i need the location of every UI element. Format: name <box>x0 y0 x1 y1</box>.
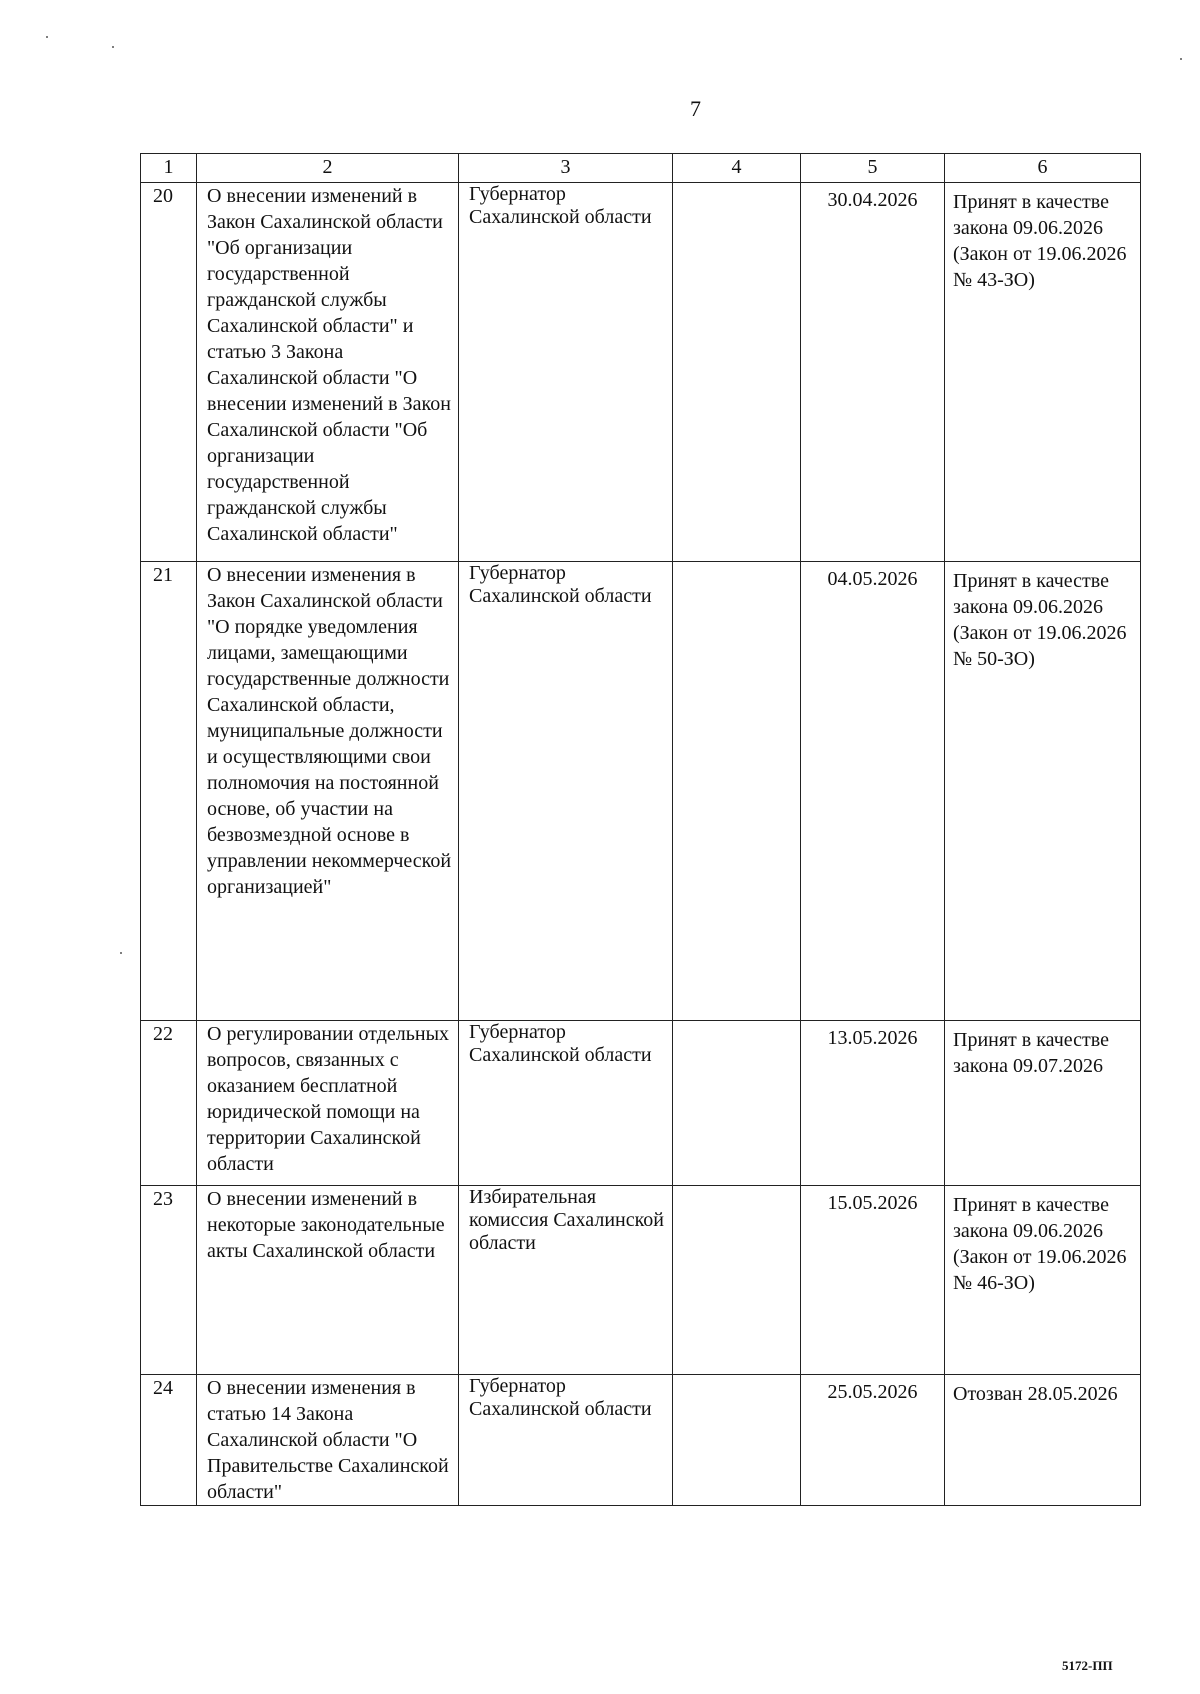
bill-title: О внесении изменения в статью 14 Закона Сахалинской области "О Правительстве Сахалинской области" <box>197 1375 459 1506</box>
header-cell: 5 <box>801 154 945 183</box>
scan-speck <box>120 952 122 954</box>
scan-speck <box>112 46 114 48</box>
submission-date: 04.05.2026 <box>801 562 945 1021</box>
header-cell: 1 <box>141 154 197 183</box>
table-row <box>141 1021 1141 1186</box>
submission-date: 30.04.2026 <box>801 183 945 562</box>
scan-speck <box>1180 58 1182 60</box>
row-number: 21 <box>141 562 197 1021</box>
table-row <box>141 1375 1141 1506</box>
header-cell: 6 <box>945 154 1141 183</box>
empty-cell <box>673 183 801 562</box>
scan-speck <box>46 36 48 38</box>
table-row <box>141 562 1141 1021</box>
table-row <box>141 183 1141 562</box>
empty-cell <box>673 562 801 1021</box>
row-number: 24 <box>141 1375 197 1506</box>
row-number: 22 <box>141 1021 197 1186</box>
header-cell: 3 <box>459 154 673 183</box>
submission-date: 15.05.2026 <box>801 1186 945 1375</box>
bill-author: Губернатор Сахалинской области <box>459 1375 673 1506</box>
document-code: 5172-ПП <box>1062 1658 1113 1673</box>
bill-title: О внесении изменений в некоторые законодательные акты Сахалинской области <box>197 1186 459 1375</box>
bill-status: Принят в качестве закона 09.06.2026 (Закон от 19.06.2026 № 43-ЗО) <box>945 183 1141 562</box>
bill-title: О внесении изменения в Закон Сахалинской области "О порядке уведомления лицами, замещающими государственные должности Сахалинской области, муниципальные должности и осуществляющими свои полномочия на постоянной основе, об участии на безвозмездной основе в управлении некоммерческой организацией" <box>197 562 459 1021</box>
table-row <box>141 1186 1141 1375</box>
bill-status: Отозван 28.05.2026 <box>945 1375 1141 1506</box>
header-cell: 4 <box>673 154 801 183</box>
header-cell: 2 <box>197 154 459 183</box>
page-number: 7 <box>690 96 701 121</box>
bills-table <box>140 153 1141 1506</box>
bill-author: Губернатор Сахалинской области <box>459 183 673 562</box>
empty-cell <box>673 1186 801 1375</box>
empty-cell <box>673 1375 801 1506</box>
bill-status: Принят в качестве закона 09.07.2026 <box>945 1021 1141 1186</box>
row-number: 23 <box>141 1186 197 1375</box>
submission-date: 13.05.2026 <box>801 1021 945 1186</box>
bill-author: Губернатор Сахалинской области <box>459 562 673 1021</box>
row-number: 20 <box>141 183 197 562</box>
bill-status: Принят в качестве закона 09.06.2026 (Закон от 19.06.2026 № 46-ЗО) <box>945 1186 1141 1375</box>
bill-title: О регулировании отдельных вопросов, связанных с оказанием бесплатной юридической помощи на территории Сахалинской области <box>197 1021 459 1186</box>
empty-cell <box>673 1021 801 1186</box>
submission-date: 25.05.2026 <box>801 1375 945 1506</box>
bill-author: Губернатор Сахалинской области <box>459 1021 673 1186</box>
table-header-row <box>141 154 1141 183</box>
bill-author: Избирательная комиссия Сахалинской области <box>459 1186 673 1375</box>
bill-title: О внесении изменений в Закон Сахалинской области "Об организации государственной гражданской службы Сахалинской области" и статью 3 Закона Сахалинской области "О внесении изменений в Закон Сахалинской области "Об организации государственной гражданской службы Сахалинской области" <box>197 183 459 562</box>
bill-status: Принят в качестве закона 09.06.2026 (Закон от 19.06.2026 № 50-ЗО) <box>945 562 1141 1021</box>
